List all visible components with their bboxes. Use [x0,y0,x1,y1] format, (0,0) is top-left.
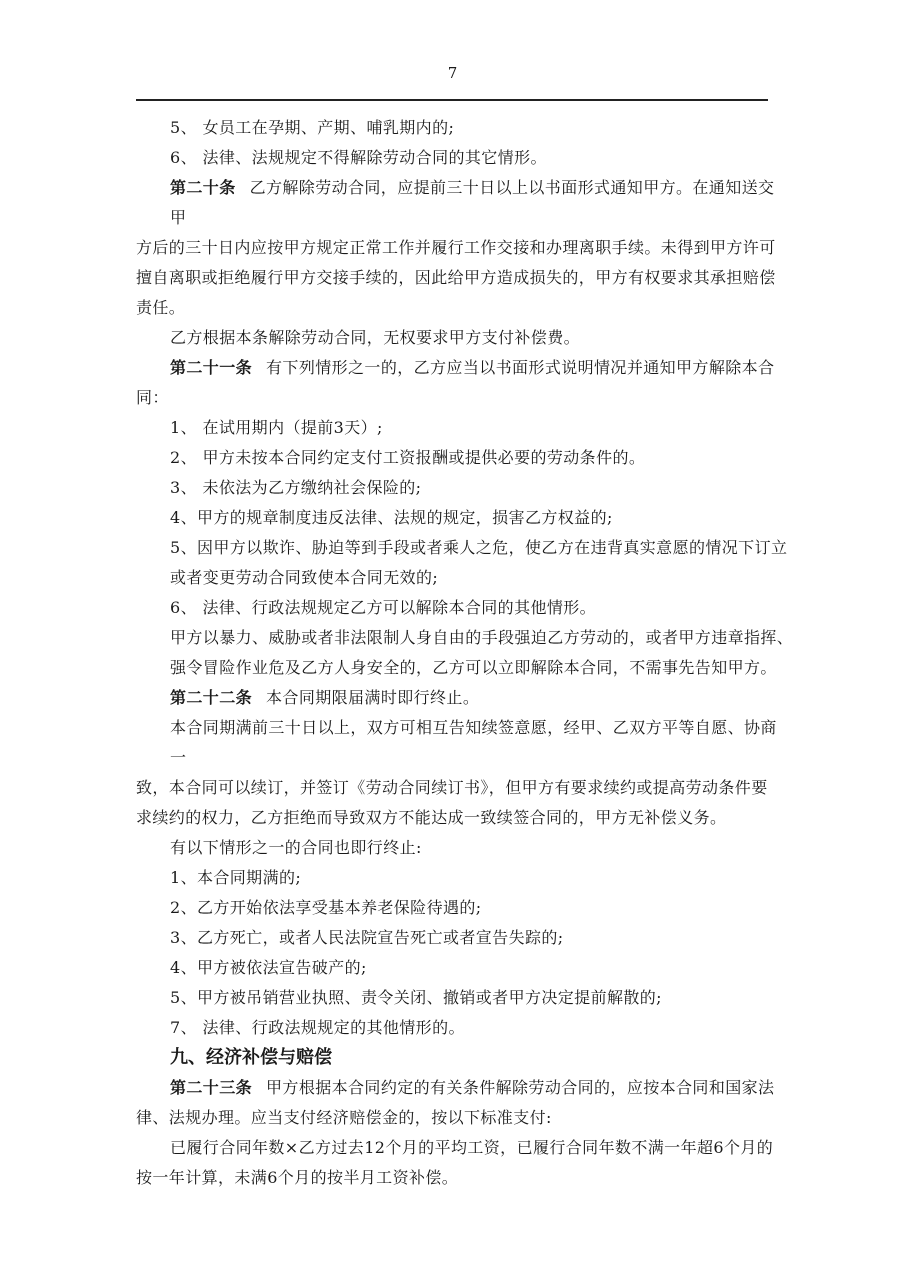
clause-item: 5、甲方被吊销营业执照、责令关闭、撤销或者甲方决定提前解散的; [170,988,662,1007]
article-20-text: 乙方解除劳动合同，应提前三十日以上以书面形式通知甲方。在通知送交 [249,178,775,197]
paragraph-line: 求续约的权力，乙方拒绝而导致双方不能达成一致续签合同的，甲方无补偿义务。 [136,808,727,827]
article-21-paragraph [136,353,776,383]
clause-item: 1、 在试用期内（提前3天）; [170,418,383,437]
section-heading: 九、经济补偿与赔偿 [170,1047,332,1068]
paragraph-line: 责任。 [136,298,186,317]
paragraph-line: 甲 [170,208,187,227]
clause-item: 7、 法律、行政法规规定的其他情形的。 [170,1018,465,1037]
clause-item: 5、 女员工在孕期、产期、哺乳期内的; [170,118,455,137]
article-20-heading: 第二十条 [170,178,236,197]
article-22-paragraph [136,683,776,713]
paragraph-line: 方后的三十日内应按甲方规定正常工作并履行工作交接和办理离职手续。未得到甲方许可 [136,238,776,257]
paragraph-line: 擅自离职或拒绝履行甲方交接手续的，因此给甲方造成损失的，甲方有权要求其承担赔偿 [136,268,776,287]
paragraph-line: 已履行合同年数×乙方过去12个月的平均工资，已履行合同年数不满一年超6个月的 [170,1138,774,1157]
article-23-text: 甲方根据本合同约定的有关条件解除劳动合同的，应按本合同和国家法 [266,1078,775,1097]
clause-item: 2、 甲方未按本合同约定支付工资报酬或提供必要的劳动条件的。 [170,448,646,467]
clause-item: 1、本合同期满的; [170,868,302,887]
paragraph-line: 致，本合同可以续订，并签订《劳动合同续订书》，但甲方有要求续约或提高劳动条件要 [136,778,768,797]
document-body [136,113,794,1193]
article-21-heading: 第二十一条 [170,358,253,377]
paragraph-line: 同： [136,388,169,407]
clause-item: 4、甲方被依法宣告破产的; [170,958,367,977]
clause-item: 3、 未依法为乙方缴纳社会保险的; [170,478,422,497]
paragraph-line: 本合同期满前三十日以上，双方可相互告知续签意愿，经甲、乙双方平等自愿、协商 [170,718,777,737]
clause-item: 6、 法律、法规规定不得解除劳动合同的其它情形。 [170,148,547,167]
paragraph-line: 一 [170,748,187,767]
paragraph-line: 强令冒险作业危及乙方人身安全的，乙方可以立即解除本合同，不需事先告知甲方。 [170,658,777,677]
article-21-text: 有下列情形之一的，乙方应当以书面形式说明情况并通知甲方解除本合 [266,358,775,377]
clause-item: 6、 法律、行政法规规定乙方可以解除本合同的其他情形。 [170,598,597,617]
page-number: 7 [447,64,458,82]
paragraph-line: 律、法规办理。应当支付经济赔偿金的，按以下标准支付: [136,1108,552,1127]
paragraph-line: 或者变更劳动合同致使本合同无效的; [170,568,439,587]
header-rule [136,99,768,101]
article-22-text: 本合同期限届满时即行终止。 [266,688,480,707]
paragraph-line: 按一年计算，未满6个月的按半月工资补偿。 [136,1168,459,1187]
article-23-heading: 第二十三条 [170,1078,253,1097]
clause-item: 5、因甲方以欺诈、胁迫等到手段或者乘人之危，使乙方在违背真实意愿的情况下订立 [170,538,788,557]
clause-item: 2、乙方开始依法享受基本养老保险待遇的; [170,898,482,917]
article-20-paragraph [136,173,776,203]
clause-item: 4、甲方的规章制度违反法律、法规的规定，损害乙方权益的; [170,508,613,527]
article-22-heading: 第二十二条 [170,688,253,707]
article-23-paragraph [136,1073,776,1103]
paragraph-line: 有以下情形之一的合同也即行终止: [170,838,422,857]
paragraph-line: 甲方以暴力、威胁或者非法限制人身自由的手段强迫乙方劳动的，或者甲方违章指挥、 [170,628,794,647]
clause-item: 3、乙方死亡，或者人民法院宣告死亡或者宣告失踪的; [170,928,564,947]
paragraph-line: 乙方根据本条解除劳动合同，无权要求甲方支付补偿费。 [170,328,581,347]
